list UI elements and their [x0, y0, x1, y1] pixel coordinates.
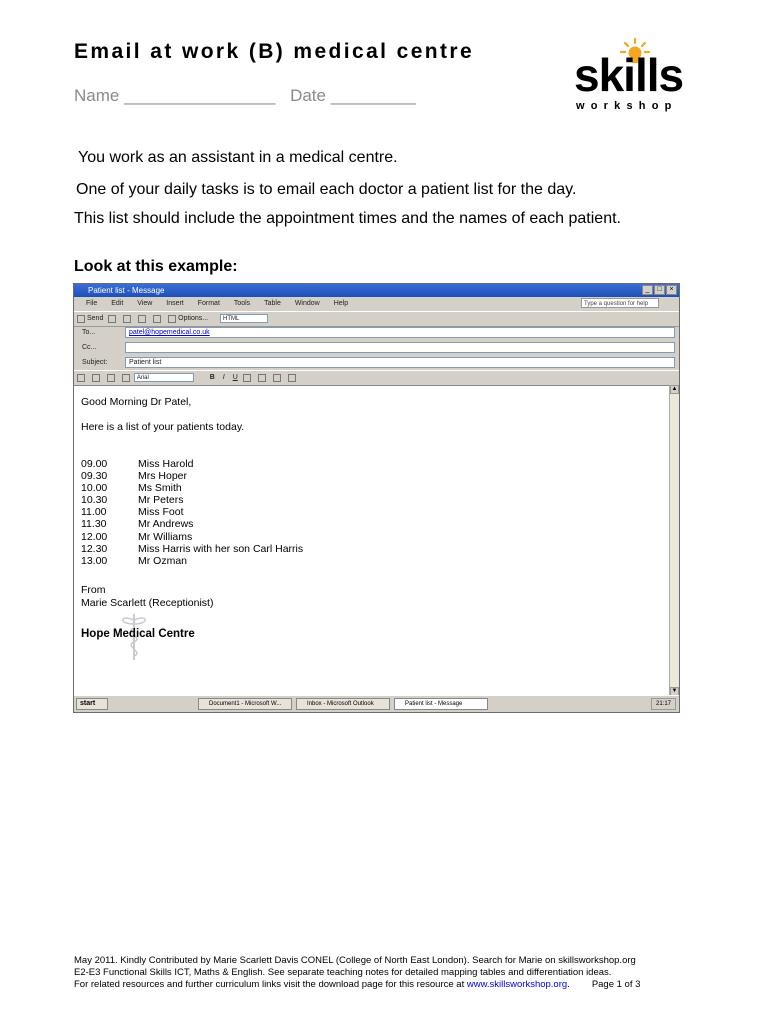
email-from: From	[81, 584, 106, 596]
taskbar-clock: 21:17	[651, 698, 676, 710]
email-window-screenshot	[73, 283, 680, 713]
footer-line-1: May 2011. Kindly Contributed by Marie Scarlett Davis CONEL (College of North East London). Search for Marie on skillsworkshop.org	[74, 955, 636, 966]
page-title: Email at work (B) medical centre	[74, 40, 475, 63]
cc-field[interactable]	[125, 342, 675, 353]
menu-insert[interactable]: Insert	[166, 300, 184, 307]
cc-button[interactable]: Cc...	[82, 344, 97, 351]
logo-sub: workshop	[576, 100, 678, 112]
appointment-row: 09.00 Miss Harold	[81, 458, 194, 470]
appointment-row: 11.30 Mr Andrews	[81, 518, 194, 530]
appointment-row: 13.00 Mr Ozman	[81, 555, 188, 567]
menu-window[interactable]: Window	[294, 300, 320, 307]
appointment-row: 10.30 Mr Peters	[81, 494, 184, 506]
subject-field[interactable]: Patient list	[125, 357, 675, 368]
flag-icon[interactable]	[138, 315, 146, 323]
send-icon[interactable]	[77, 315, 85, 323]
standard-toolbar	[74, 311, 679, 327]
help-search-input[interactable]: Type a question for help	[581, 298, 659, 308]
font-select[interactable]: Arial	[134, 373, 194, 382]
to-button[interactable]: To...	[82, 329, 96, 336]
subject-label: Subject:	[82, 359, 108, 366]
footer-link[interactable]: www.skillsworkshop.org	[466, 979, 568, 990]
taskbar-item-message[interactable]: Patient list - Message	[394, 698, 488, 710]
footer-line-2: E2-E3 Functional Skills ICT, Maths & English. See separate teaching notes for detailed mapping tables and differentiation ideas.	[74, 967, 612, 978]
cc-row	[74, 341, 679, 355]
skills-workshop-logo	[568, 38, 703, 118]
intro-paragraph-3: This list should include the appointment times and the names of each patient.	[74, 210, 621, 227]
logo-word: skills	[574, 49, 684, 101]
editor-scrollbar[interactable]	[669, 385, 679, 696]
to-field[interactable]	[125, 327, 675, 338]
menu-view[interactable]: View	[137, 300, 153, 307]
align-center-icon[interactable]	[258, 374, 266, 382]
taskbar-item-word[interactable]: Document1 - Microsoft W...	[198, 698, 292, 710]
taskbar-item-outlook[interactable]: Inbox - Microsoft Outlook	[296, 698, 390, 710]
footer-line-3: For related resources and further curriculum links visit the download page for this resource at www.skillsworkshop.org. Page 1 of 3	[74, 979, 641, 990]
formatting-toolbar	[74, 370, 679, 386]
window-titlebar	[74, 284, 679, 297]
email-greeting: Good Morning Dr Patel,	[81, 396, 192, 408]
scroll-up-icon[interactable]: ▲	[671, 386, 678, 392]
send-button[interactable]: Send	[87, 315, 104, 322]
page-footer	[74, 955, 640, 991]
menu-tools[interactable]: Tools	[233, 300, 251, 307]
minimize-icon[interactable]: _	[642, 285, 653, 295]
email-intro: Here is a list of your patients today.	[81, 421, 245, 433]
format-select[interactable]: HTML	[220, 314, 268, 323]
window-title: Patient list - Message	[88, 286, 165, 295]
menu-table[interactable]: Table	[264, 300, 281, 307]
paste-icon[interactable]	[122, 374, 130, 382]
address-book-icon[interactable]	[123, 315, 131, 323]
name-field-label: Name ________________	[74, 86, 276, 105]
attach-icon[interactable]	[108, 315, 116, 323]
bullets-icon[interactable]	[288, 374, 296, 382]
appointment-row: 12.00 Mr Williams	[81, 531, 193, 543]
menu-format[interactable]: Format	[197, 300, 220, 307]
intro-paragraph-2: One of your daily tasks is to email each doctor a patient list for the day.	[76, 181, 577, 198]
to-address: patel@hopemedical.co.uk	[129, 329, 210, 336]
intro-paragraph-1: You work as an assistant in a medical centre.	[78, 149, 398, 166]
appointment-row: 12.30 Miss Harris with her son Carl Harris	[81, 543, 304, 555]
appointment-row: 11.00 Miss Foot	[81, 506, 184, 518]
taskbar	[74, 695, 679, 712]
italic-icon[interactable]: I	[222, 374, 225, 381]
close-icon[interactable]: ×	[666, 285, 677, 295]
underline-icon[interactable]: U	[232, 374, 238, 381]
menu-help[interactable]: Help	[333, 300, 349, 307]
print-icon[interactable]	[92, 374, 100, 382]
appointment-row: 09.30 Mrs Hoper	[81, 470, 188, 482]
email-body-editor[interactable]	[74, 385, 669, 697]
page-number: Page 1 of 3	[591, 979, 641, 990]
cut-icon[interactable]	[107, 374, 115, 382]
menu-edit[interactable]: Edit	[111, 300, 124, 307]
menu-file[interactable]: File	[86, 300, 98, 307]
save-icon[interactable]	[77, 374, 85, 382]
align-right-icon[interactable]	[273, 374, 281, 382]
align-left-icon[interactable]	[243, 374, 251, 382]
date-field-label: Date _________	[290, 86, 416, 105]
email-clinic-signature: Hope Medical Centre	[81, 628, 195, 640]
maximize-icon[interactable]: □	[654, 285, 665, 295]
appointment-row: 10.00 Ms Smith	[81, 482, 182, 494]
name-date-line	[74, 86, 426, 106]
options-button[interactable]: Options...	[178, 315, 209, 322]
subject-row	[74, 356, 679, 370]
email-sender: Marie Scarlett (Receptionist)	[81, 597, 214, 609]
scroll-down-icon[interactable]: ▼	[671, 688, 678, 694]
menu-bar	[74, 297, 679, 310]
bold-icon[interactable]: B	[209, 374, 215, 381]
options-icon[interactable]	[168, 315, 176, 323]
to-row	[74, 326, 679, 340]
importance-icon[interactable]	[153, 315, 161, 323]
start-button[interactable]: start	[76, 698, 108, 710]
example-heading: Look at this example:	[74, 258, 238, 275]
